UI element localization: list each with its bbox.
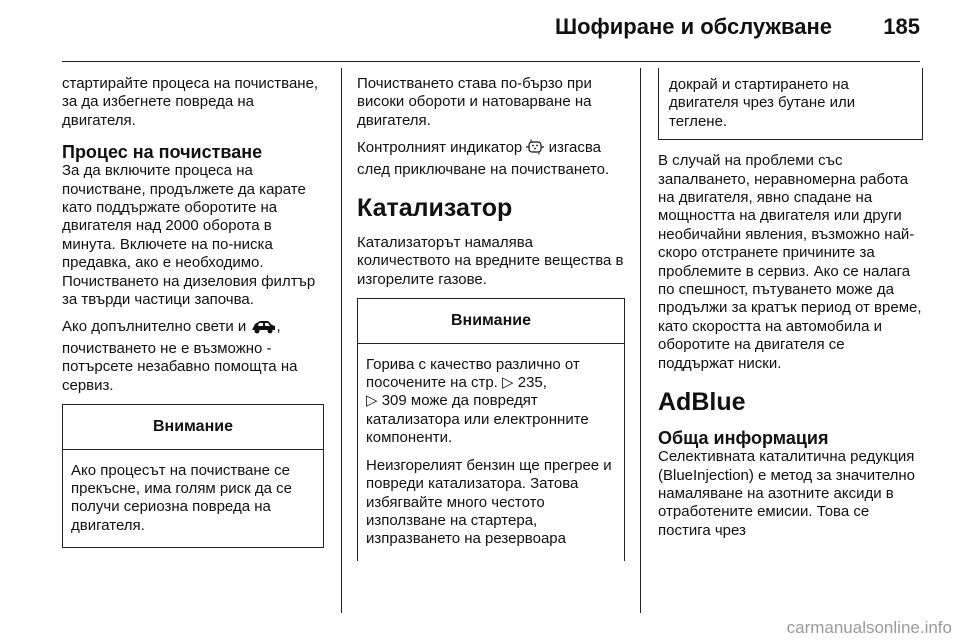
page-ref-arrow-icon: ▷ [502,374,518,392]
heading-adblue: AdBlue [658,388,746,417]
column-divider-right [640,68,641,613]
page-ref-309[interactable]: 309 [381,392,407,410]
header-divider [62,61,920,62]
warning-box-catalyst [357,298,625,560]
paragraph-cleaning-instructions: За да включите процеса на почистване, продължете да карате като поддържате оборотите на двигателя над 2000 оборота в минута. Включете на по-ниска предавка, ако е необходимо. Почистването на дизеловия филтър за твърди частици започва. [62,162,316,309]
engine-check-icon [250,318,276,339]
section-title: Шофиране и обслужване [554,14,832,39]
watermark-text: carmanualsonline.info [786,618,952,637]
page-ref-235[interactable]: 235 [517,374,543,392]
warning-unburnt-fuel: Неизгорелият бензин ще прегрее и повреди катализатора. Затова избягвайте много честото използване на стартера, изпразването на резервоара [366,456,612,548]
paragraph-service-warning: Ако допълнително свети и , почистването не е възможно - потърсете незабавно помощта на сервиз. [62,318,298,394]
column-2 [357,75,625,561]
column-3 [658,68,923,549]
page-ref-arrow-icon: ▷ [366,392,382,410]
particle-filter-icon [526,139,544,160]
warning-continued-text: докрай и стартирането на двигателя чрез бутане или теглене. [669,76,856,130]
page-number: 185 [883,14,920,39]
warning-box-continued [658,68,923,140]
paragraph-problems: В случай на проблеми със запалването, неравномерна работа на двигателя, явно спадане на мощността на двигателя или други необичайни явления, възможно най-скоро отстранете причините за проблемите в сервиз. Ако се налага по спешност, пътуването може да продължи за кратък период от време, като скоростта на автомобила и оборотите на двигателя се поддържат ниски. [658,152,922,372]
warning-title: Внимание [63,405,323,449]
heading-catalyst: Катализатор [357,194,513,223]
column-divider-left [341,68,342,613]
column-1 [62,75,324,548]
paragraph-cleaning-speed: Почистването става по-бързо при високи обороти и натоварване на двигателя. [357,75,592,129]
paragraph-scr: Селективната каталитична редукция (BlueInjection) е метод за значително намаляване на азотните аксиди в отработените емисии. Това се постига чрез [658,448,916,539]
warning-text: Ако процесът на почистване се прекъсне, има голям риск да се получи сериозна повреда на двигателя. [71,461,292,534]
heading-general-info: Обща информация [658,428,829,449]
heading-cleaning-process: Процес на почистване [62,142,263,163]
paragraph-indicator: Контролният индикатор изгасва след приключване на почистването. [357,139,610,178]
paragraph-catalyst: Катализаторът намалява количеството на вредните вещества в изгорелите газове. [357,234,624,288]
paragraph-start-cleaning: стартирайте процеса на почистване, за да избегнете повреда на двигателя. [62,75,319,129]
warning-title-catalyst: Внимание [358,299,624,343]
warning-box [62,404,324,548]
warning-fuel-quality: Горива с качество различно от посочените на стр. ▷ 235, ▷ 309 може да повредят катализатора или електронните компоненти. [366,355,589,447]
